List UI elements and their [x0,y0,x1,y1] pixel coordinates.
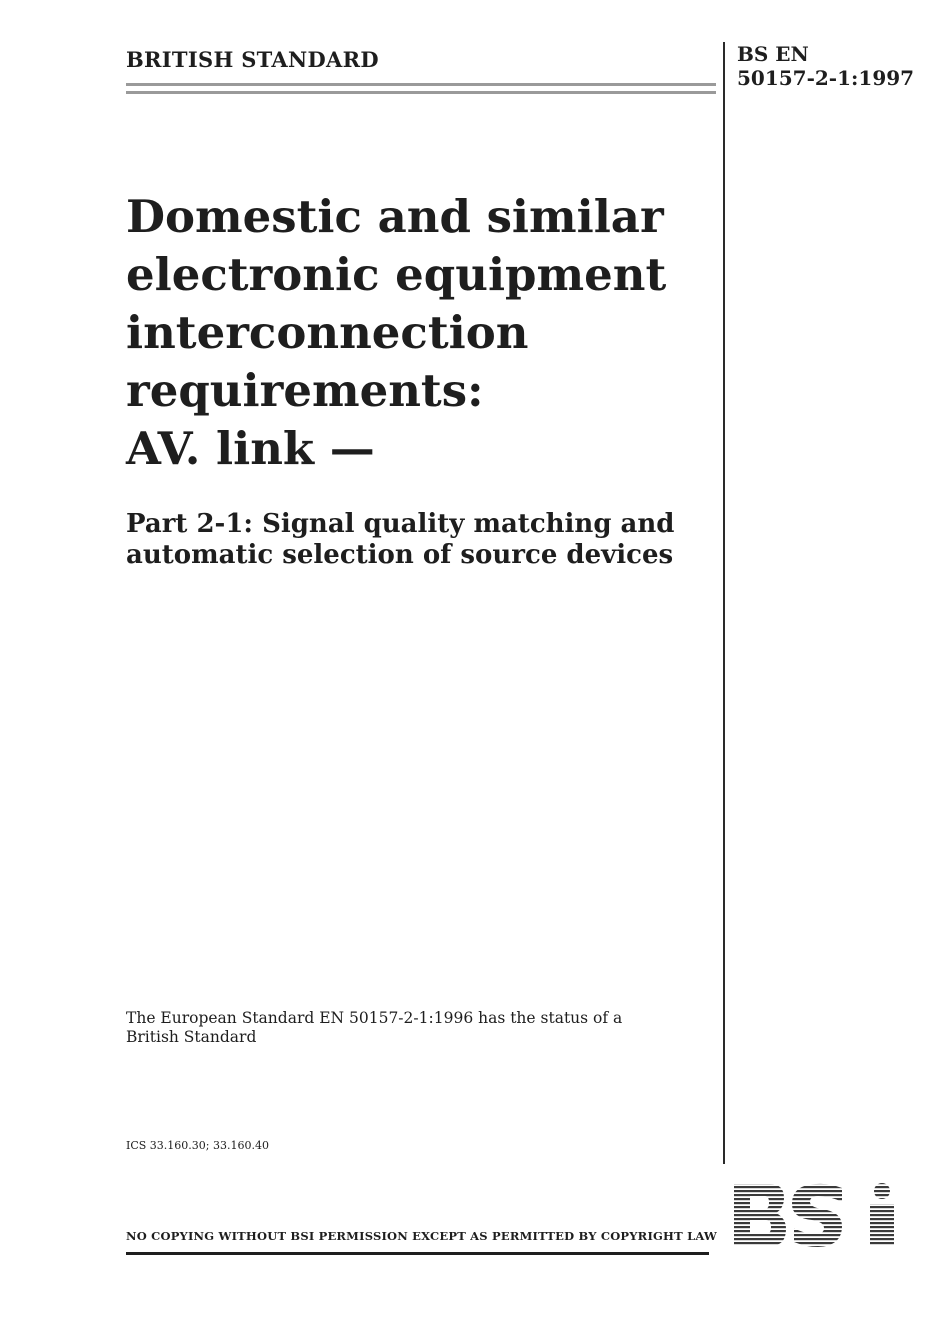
column-divider [723,42,725,1164]
header-rule [126,83,716,86]
status-note-line: The European Standard EN 50157-2-1:1996 has the status of a [126,1009,623,1027]
document-type-label: BRITISH STANDARD [126,47,379,72]
standard-number-line2: 50157-2-1:1997 [737,66,915,90]
status-note-line: British Standard [126,1028,257,1046]
subtitle-line: Part 2-1: Signal quality matching and [126,509,675,539]
bsi-logo-icon [732,1182,902,1248]
copyright-notice: NO COPYING WITHOUT BSI PERMISSION EXCEPT AS PERMITTED BY COPYRIGHT LAW [126,1229,718,1243]
title-line: electronic equipment [126,248,667,301]
title-line: AV. link — [126,422,375,475]
document-title [126,188,716,478]
ics-code: ICS 33.160.30; 33.160.40 [126,1139,269,1152]
document-subtitle [126,509,716,571]
subtitle-line: automatic selection of source devices [126,540,674,570]
header-rule-secondary [126,91,716,94]
title-line: interconnection [126,306,529,359]
standard-number-line1: BS EN [737,42,809,66]
title-line: requirements: [126,364,484,417]
standard-number [737,42,914,90]
footer-rule [126,1252,709,1255]
title-line: Domestic and similar [126,190,664,243]
status-note [126,1009,686,1047]
